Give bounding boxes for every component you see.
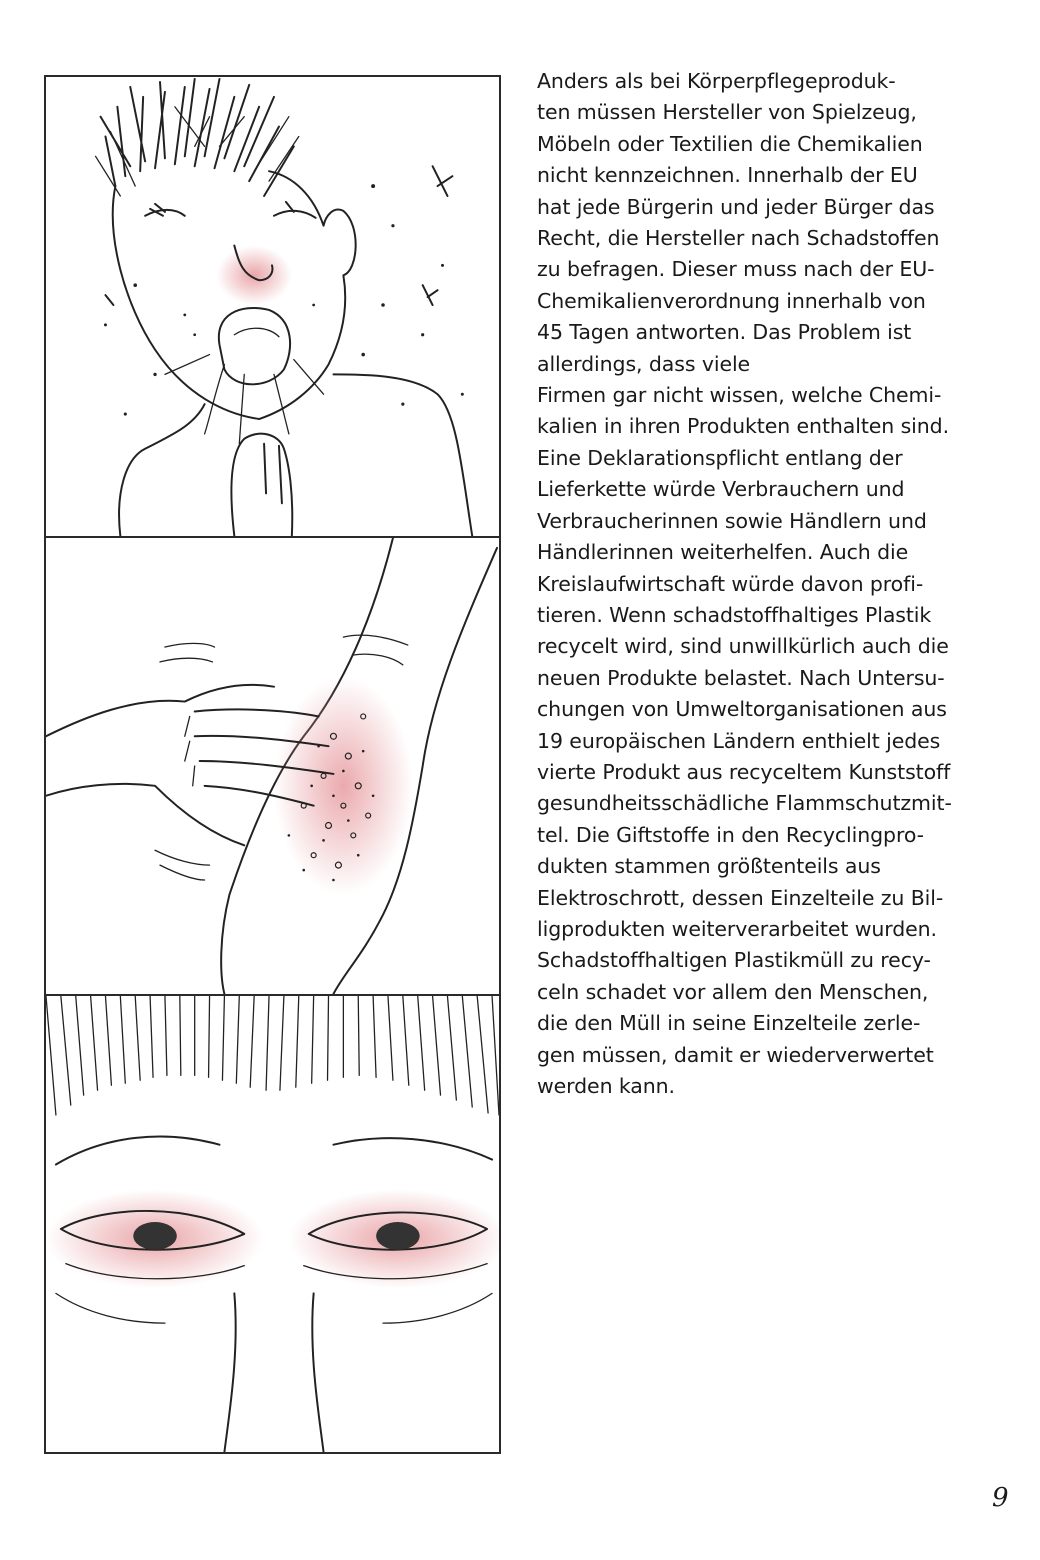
text-line: tieren. Wenn schadstoffhaltiges Plastik [537, 602, 932, 627]
irritated-eyes-illustration [46, 996, 499, 1452]
text-line: tel. Die Giftstoffe in den Recyclingpro- [537, 822, 924, 847]
text-line: Kreislaufwirtschaft würde davon profi- [537, 571, 924, 596]
text-line: ten müssen Hersteller von Spielzeug, [537, 100, 917, 125]
text-line: allerdings, dass viele [537, 351, 751, 376]
text-line: zu befragen. Dieser muss nach der EU- [537, 257, 935, 282]
text-line: recycelt wird, sind unwillkürlich auch die [537, 634, 949, 659]
text-line: die den Müll in seine Einzelteile zerle- [537, 1011, 921, 1036]
text-line: 45 Tagen antworten. Das Problem ist [537, 320, 912, 345]
text-line: neuen Produkte belastet. Nach Untersu- [537, 665, 945, 690]
text-line: 19 europäischen Ländern enthielt jedes [537, 728, 941, 753]
page-number: 9 [992, 1483, 1009, 1513]
text-line: Anders als bei Körperpflegeproduk- [537, 69, 896, 93]
text-line: vierte Produkt aus recyceltem Kunststoff [537, 759, 951, 784]
text-line: Firmen gar nicht wissen, welche Chemi- [537, 383, 942, 408]
text-line: Händlerinnen weiterhelfen. Auch die [537, 540, 909, 565]
panel-rash-arm [44, 536, 501, 996]
text-line: nicht kennzeichnen. Innerhalb der EU [537, 163, 918, 188]
text-line: Verbraucherinnen sowie Händlern und [537, 508, 927, 533]
text-line: hat jede Bürgerin und jeder Bürger das [537, 194, 935, 219]
scratching-rash-illustration [46, 538, 499, 994]
text-line: gen müssen, damit er wiederverwertet [537, 1042, 934, 1067]
text-line: Recht, die Hersteller nach Schadstoffen [537, 226, 940, 251]
text-line: Chemikalienverordnung innerhalb von [537, 288, 926, 313]
text-line: Lieferkette würde Verbrauchern und [537, 477, 905, 502]
text-line: Möbeln oder Textilien die Chemikalien [537, 131, 923, 156]
body-text [537, 66, 1017, 1102]
panel-sneezing [44, 75, 501, 538]
text-line: werden kann. [537, 1074, 675, 1098]
text-line: gesundheitsschädliche Flammschutzmit- [537, 791, 952, 816]
text-line: kalien in ihren Produkten enthalten sind. [537, 414, 949, 439]
sneezing-person-illustration [46, 77, 499, 536]
text-line: Eine Deklarationspflicht entlang der [537, 445, 903, 470]
text-line: ligprodukten weiterverarbeitet wurden. [537, 916, 937, 941]
text-line: Schadstoffhaltigen Plastikmüll zu recy- [537, 948, 931, 973]
text-line: celn schadet vor allem den Menschen, [537, 979, 929, 1004]
panel-red-eyes [44, 994, 501, 1454]
text-line: dukten stammen größtenteils aus [537, 854, 881, 879]
text-line: Elektroschrott, dessen Einzelteile zu Bil- [537, 885, 944, 910]
text-line: chungen von Umweltorganisationen aus [537, 697, 947, 722]
